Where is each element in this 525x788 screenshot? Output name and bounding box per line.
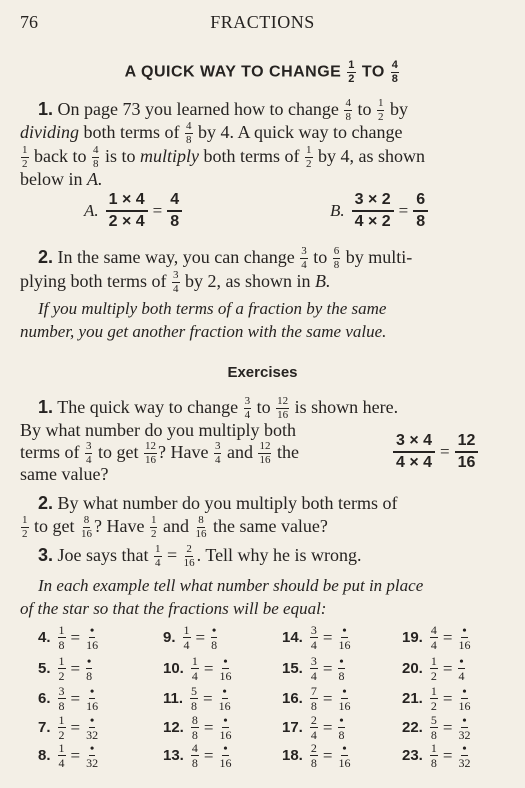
- exercise-number: 5.: [38, 660, 51, 677]
- exercise-number: 8.: [38, 747, 51, 764]
- exercise1-line4: same value?: [20, 464, 109, 484]
- exercise-item: [163, 685, 233, 712]
- fraction-1-2: $\frac{1}{2}$: [377, 97, 384, 124]
- missing-numerator-fraction: • 16: [219, 713, 232, 742]
- missing-numerator-fraction: • 32: [458, 713, 471, 742]
- exercise1-example: $\frac{3 \times 4}{4 \times 4}$ = $\frac{12}{16}$: [392, 433, 479, 471]
- equals-sign: =: [203, 745, 214, 765]
- given-fraction: $\frac{1}{2}$: [58, 713, 65, 742]
- fraction-12-16: $\frac{12}{16}$: [144, 440, 156, 467]
- exercise-item: [402, 714, 472, 741]
- fraction-3-4: $\frac{3}{4}$: [173, 269, 179, 296]
- fraction-3-4: $\frac{3}{4}$: [85, 440, 92, 467]
- missing-numerator-fraction: • 32: [86, 713, 99, 742]
- heading-fraction-to: $\frac{4}{8}$: [391, 59, 399, 85]
- exercise-item: [38, 655, 94, 682]
- exercise-number: 22.: [402, 719, 423, 736]
- exercise-number: 6.: [38, 690, 51, 707]
- given-fraction: $\frac{1}{2}$: [430, 684, 437, 713]
- para1-line2: dividing both terms of $\frac{4}{8}$ by 4. A quick way to change: [20, 120, 403, 147]
- exercise-number: 15.: [282, 660, 303, 677]
- exercise2-line1: 2. By what number do you multiply both terms of: [38, 493, 398, 513]
- fraction-1-2: $\frac{1}{2}$: [306, 144, 312, 171]
- exercise-number: 14.: [282, 629, 303, 646]
- star-icon: •: [90, 713, 95, 727]
- exercise-item: [163, 714, 233, 741]
- star-icon: •: [462, 623, 467, 637]
- given-fraction: $\frac{1}{4}$: [183, 623, 190, 652]
- para2-line1: 2. In the same way, you can change $\frac{3}{4}$ to $\frac{6}{8}$ by multi-: [38, 245, 413, 272]
- equals-sign: =: [442, 658, 453, 678]
- fraction-3-4: $\frac{3}{4}$: [301, 245, 307, 272]
- instructions-line1: In each example tell what number should be put in place: [38, 576, 424, 595]
- exercise-item: [38, 624, 100, 651]
- given-fraction: $\frac{1}{2}$: [58, 654, 65, 683]
- exercise-item: [163, 624, 219, 651]
- equals-sign: =: [70, 745, 81, 765]
- heading-to-word: TO: [361, 63, 385, 81]
- fraction-1-2: $\frac{1}{2}$: [22, 514, 28, 541]
- exercise-item: [38, 742, 100, 769]
- exercise-item: [402, 655, 466, 682]
- given-fraction: $\frac{2}{8}$: [310, 741, 317, 770]
- star-icon: •: [90, 684, 95, 698]
- exercise-number: 9.: [163, 629, 176, 646]
- rule-line1: If you multiply both terms of a fraction by the same: [38, 299, 387, 318]
- exercise-item: [282, 655, 346, 682]
- exercise-number: 11.: [163, 690, 184, 707]
- given-fraction: $\frac{1}{2}$: [430, 654, 437, 683]
- section-heading: [0, 60, 525, 85]
- equals-sign: =: [203, 717, 214, 737]
- missing-numerator-fraction: • 16: [338, 741, 351, 770]
- missing-numerator-fraction: • 16: [338, 684, 351, 713]
- example-b: B. $\frac{3 \times 2}{4 \times 2}$ = $\frac{6}{8}$: [330, 192, 429, 230]
- heading-text: A QUICK WAY TO CHANGE: [124, 63, 342, 81]
- equals-sign: =: [322, 688, 333, 708]
- missing-numerator-fraction: • 16: [458, 623, 471, 652]
- exercise-item: [402, 742, 472, 769]
- star-icon: •: [339, 654, 344, 668]
- given-fraction: $\frac{3}{4}$: [310, 623, 317, 652]
- star-icon: •: [462, 741, 467, 755]
- star-icon: •: [342, 684, 347, 698]
- given-fraction: $\frac{1}{4}$: [58, 741, 65, 770]
- fraction-3-4: $\frac{3}{4}$: [244, 395, 251, 422]
- page-number: 76: [20, 12, 38, 32]
- missing-numerator-fraction: • 16: [219, 741, 232, 770]
- exercise-item: [282, 714, 346, 741]
- star-icon: •: [87, 654, 92, 668]
- star-icon: •: [462, 713, 467, 727]
- exercise-number: 12.: [163, 719, 184, 736]
- para1-line4: below in A.: [20, 169, 103, 189]
- exercise-number: 21.: [402, 690, 423, 707]
- missing-numerator-fraction: • 16: [218, 684, 231, 713]
- given-fraction: $\frac{5}{8}$: [430, 713, 437, 742]
- given-fraction: $\frac{5}{8}$: [191, 684, 198, 713]
- exercise-item: [402, 685, 472, 712]
- star-icon: •: [222, 684, 227, 698]
- given-fraction: $\frac{4}{4}$: [430, 623, 437, 652]
- equals-sign: =: [442, 627, 453, 647]
- exercise-number: 16.: [282, 690, 303, 707]
- given-fraction: $\frac{1}{4}$: [191, 654, 198, 683]
- equals-sign: =: [322, 745, 333, 765]
- exercise-item: [282, 624, 352, 651]
- exercise-number: 10.: [163, 660, 184, 677]
- para1-line3: $\frac{1}{2}$ back to $\frac{4}{8}$ is to multiply both terms of $\frac{1}{2}$ by 4, as shown: [22, 144, 425, 171]
- star-icon: •: [212, 623, 217, 637]
- missing-numerator-fraction: • 16: [86, 684, 99, 713]
- exercise-number: 4.: [38, 629, 51, 646]
- equals-sign: =: [442, 745, 453, 765]
- exercise-item: [38, 714, 100, 741]
- equals-sign: =: [203, 658, 214, 678]
- exercise-item: [282, 685, 352, 712]
- equals-sign: =: [322, 658, 333, 678]
- fraction-12-16: $\frac{12}{16}$: [277, 395, 289, 422]
- equals-sign: =: [70, 717, 81, 737]
- para1-line1: 1. On page 73 you learned how to change $\frac{4}{8}$ to $\frac{1}{2}$ by: [38, 97, 408, 124]
- missing-numerator-fraction: • 8: [338, 713, 345, 742]
- missing-numerator-fraction: • 16: [86, 623, 99, 652]
- heading-fraction-from: $\frac{1}{2}$: [348, 59, 355, 85]
- equals-sign: =: [70, 627, 81, 647]
- equals-sign: =: [195, 627, 206, 647]
- star-icon: •: [223, 713, 228, 727]
- star-icon: •: [462, 684, 467, 698]
- para2-line2: plying both terms of $\frac{3}{4}$ by 2, as shown in B.: [20, 269, 331, 296]
- missing-numerator-fraction: • 8: [86, 654, 93, 683]
- missing-numerator-fraction: • 32: [86, 741, 99, 770]
- given-fraction: $\frac{4}{8}$: [191, 741, 198, 770]
- missing-numerator-fraction: • 8: [211, 623, 218, 652]
- missing-numerator-fraction: • 16: [458, 684, 471, 713]
- fraction-4-8: $\frac{4}{8}$: [345, 97, 351, 124]
- equals-sign: =: [322, 627, 333, 647]
- given-fraction: $\frac{3}{4}$: [310, 654, 317, 683]
- given-fraction: $\frac{1}{8}$: [430, 741, 437, 770]
- fraction-2-16: $\frac{2}{16}$: [183, 543, 195, 570]
- exercise3-line: 3. Joe says that $\frac{1}{4}$ = $\frac{2}{16}$ . Tell why he is wrong.: [38, 543, 362, 570]
- exercise-number: 23.: [402, 747, 423, 764]
- fraction-3-4: $\frac{3}{4}$: [214, 440, 221, 467]
- exercise-number: 18.: [282, 747, 303, 764]
- fraction-1-2: $\frac{1}{2}$: [150, 514, 157, 541]
- exercise-item: [163, 742, 233, 769]
- exercise1-line2: By what number do you multiply both: [20, 420, 296, 440]
- exercise-item: [163, 655, 233, 682]
- example-a: A. $\frac{1 \times 4}{2 \times 4}$ = $\frac{4}{8}$: [84, 192, 183, 230]
- fraction-6-8: $\frac{6}{8}$: [333, 245, 340, 272]
- running-title: FRACTIONS: [210, 12, 315, 32]
- equals-sign: =: [70, 658, 81, 678]
- exercise-number: 13.: [163, 747, 184, 764]
- equals-sign: =: [442, 688, 453, 708]
- given-fraction: $\frac{7}{8}$: [310, 684, 317, 713]
- exercise-item: [38, 685, 100, 712]
- star-icon: •: [90, 623, 95, 637]
- fraction-8-16: $\frac{8}{16}$: [81, 514, 92, 541]
- star-icon: •: [342, 623, 347, 637]
- star-icon: •: [459, 654, 464, 668]
- given-fraction: $\frac{1}{8}$: [58, 623, 65, 652]
- equals-sign: =: [203, 688, 213, 708]
- missing-numerator-fraction: • 4: [458, 654, 465, 683]
- equals-sign: =: [442, 717, 453, 737]
- fraction-8-16: $\frac{8}{16}$: [195, 514, 207, 541]
- star-icon: •: [223, 654, 228, 668]
- given-fraction: $\frac{2}{4}$: [310, 713, 317, 742]
- equals-sign: =: [70, 688, 81, 708]
- missing-numerator-fraction: • 16: [219, 654, 232, 683]
- fraction-4-8: $\frac{4}{8}$: [186, 120, 192, 147]
- instructions-line2: of the star so that the fractions will be equal:: [20, 599, 327, 618]
- exercise-number: 17.: [282, 719, 303, 736]
- exercise-item: [402, 624, 472, 651]
- equals-sign: =: [322, 717, 333, 737]
- fraction-1-4: $\frac{1}{4}$: [155, 543, 161, 570]
- missing-numerator-fraction: • 32: [458, 741, 471, 770]
- exercise-number: 19.: [402, 629, 423, 646]
- star-icon: •: [223, 741, 228, 755]
- exercise-number: 7.: [38, 719, 51, 736]
- exercise-number: 20.: [402, 660, 423, 677]
- star-icon: •: [90, 741, 95, 755]
- fraction-12-16: $\frac{12}{16}$: [259, 440, 271, 467]
- fraction-4-8: $\frac{4}{8}$: [92, 144, 99, 171]
- given-fraction: $\frac{3}{8}$: [58, 684, 65, 713]
- exercise2-line2: $\frac{1}{2}$ to get $\frac{8}{16}$ ? Have $\frac{1}{2}$ and $\frac{8}{16}$ the same value?: [22, 514, 328, 541]
- exercise-item: [282, 742, 352, 769]
- rule-line2: number, you get another fraction with the same value.: [20, 322, 387, 341]
- fraction-1-2: $\frac{1}{2}$: [22, 144, 28, 171]
- star-icon: •: [342, 741, 347, 755]
- exercise1-line1: 1. The quick way to change $\frac{3}{4}$ to $\frac{12}{16}$ is shown here.: [38, 395, 399, 422]
- exercises-title: Exercises: [227, 364, 298, 381]
- given-fraction: $\frac{8}{8}$: [191, 713, 198, 742]
- missing-numerator-fraction: • 8: [338, 654, 345, 683]
- star-icon: •: [339, 713, 344, 727]
- exercise1-line3: terms of $\frac{3}{4}$ to get $\frac{12}{16}$ ? Have $\frac{3}{4}$ and $\frac{12}{16}$ the: [20, 440, 299, 467]
- missing-numerator-fraction: • 16: [338, 623, 351, 652]
